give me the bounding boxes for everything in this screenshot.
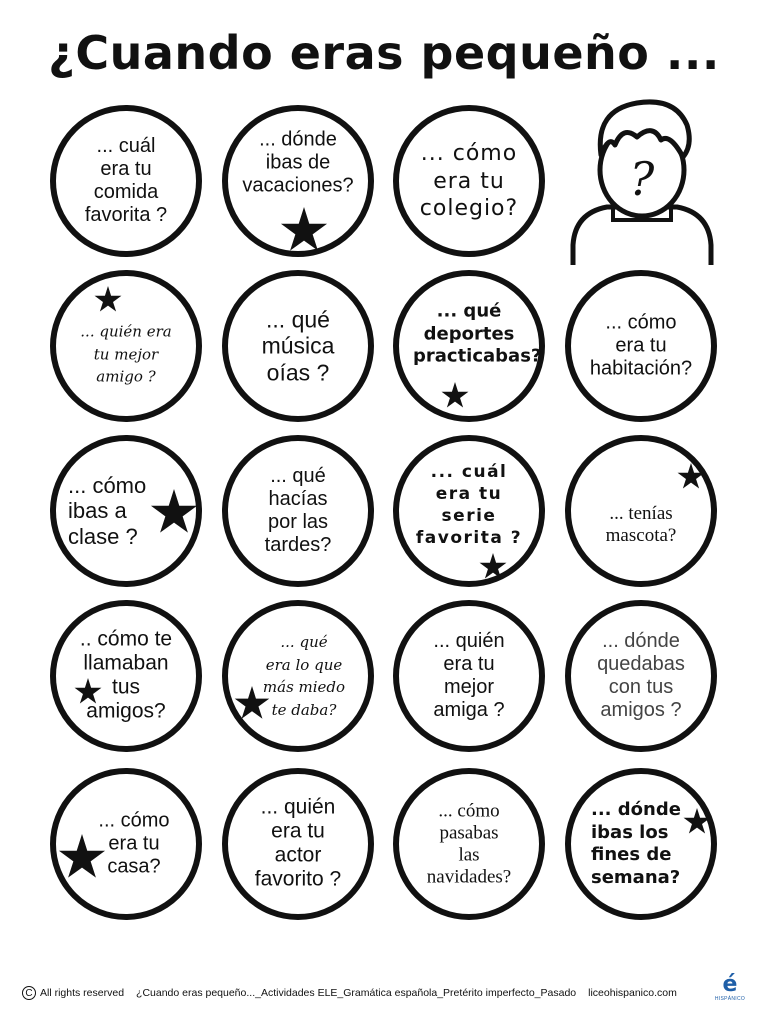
question-circle [50, 768, 202, 920]
question-text: .. cómo te llamaban tus amigos? [79, 627, 173, 724]
question-circle [565, 768, 717, 920]
star-icon [94, 286, 122, 314]
question-circle [50, 105, 202, 257]
question-person-icon [565, 95, 720, 275]
question-text: ... quién era tu mejor amiga ? [433, 630, 505, 721]
question-circle [393, 600, 545, 752]
question-circle [50, 270, 202, 422]
logo-mark: é [722, 972, 738, 997]
question-text: ... dónde ibas de vacaciones? [242, 128, 354, 197]
question-mark: ? [629, 152, 655, 206]
question-circle [565, 600, 717, 752]
star-icon [677, 463, 705, 491]
rights-text: All rights reserved [40, 987, 125, 999]
question-text: ... cuál era tu comida favorita ? [84, 135, 168, 226]
question-text: ... tenías mascota? [605, 503, 677, 546]
question-text: ... qué era lo que más miedo te daba? [262, 633, 346, 719]
question-circle [393, 435, 545, 587]
question-circle [222, 270, 374, 422]
question-circle [393, 105, 545, 257]
page-title: ¿Cuando eras pequeño ... [48, 26, 720, 80]
star-icon [441, 382, 469, 410]
liceo-logo [712, 974, 748, 1008]
question-text: ... cómo era tu habitación? [589, 311, 693, 380]
question-circle [565, 435, 717, 587]
question-text: ... cómo ibas a clase ? [68, 473, 147, 549]
question-text: ... quién era tu actor favorito ? [254, 795, 342, 892]
question-text: ... qué música oías ? [261, 306, 335, 386]
question-text: ... dónde quedabas con tus amigos ? [597, 630, 685, 721]
question-circle [50, 600, 202, 752]
footer [22, 986, 746, 1000]
question-text: ... cómo pasabas las navidades? [426, 800, 512, 887]
logo-sub: HISPÁNICO [714, 996, 746, 1002]
question-text: ... cómo era tu casa? [98, 809, 170, 878]
star-icon [280, 207, 328, 255]
question-text: ... cómo era tu colegio? [419, 140, 519, 221]
question-circle [222, 105, 374, 257]
question-text: ... dónde ibas los fines de semana? [591, 799, 681, 888]
question-text: ... quién era tu mejor amigo ? [80, 322, 172, 386]
question-circle [50, 435, 202, 587]
file-name-text: ¿Cuando eras pequeño..._Actividades ELE_Gramática española_Pretérito imperfecto_Pasado [136, 987, 577, 999]
question-circle [565, 270, 717, 422]
question-circle [222, 435, 374, 587]
star-icon [479, 553, 507, 581]
question-circle [393, 768, 545, 920]
website-link[interactable]: liceohispanico.com [588, 987, 677, 999]
question-text: ... cuál era tu serie favorita ? [415, 461, 523, 549]
question-text: ... qué hacías por las tardes? [264, 465, 332, 556]
question-circle [222, 600, 374, 752]
question-text: ... qué deportes practicabas? [413, 300, 542, 367]
copyright-icon: C [22, 986, 36, 1000]
question-circle [393, 270, 545, 422]
question-circle [222, 768, 374, 920]
